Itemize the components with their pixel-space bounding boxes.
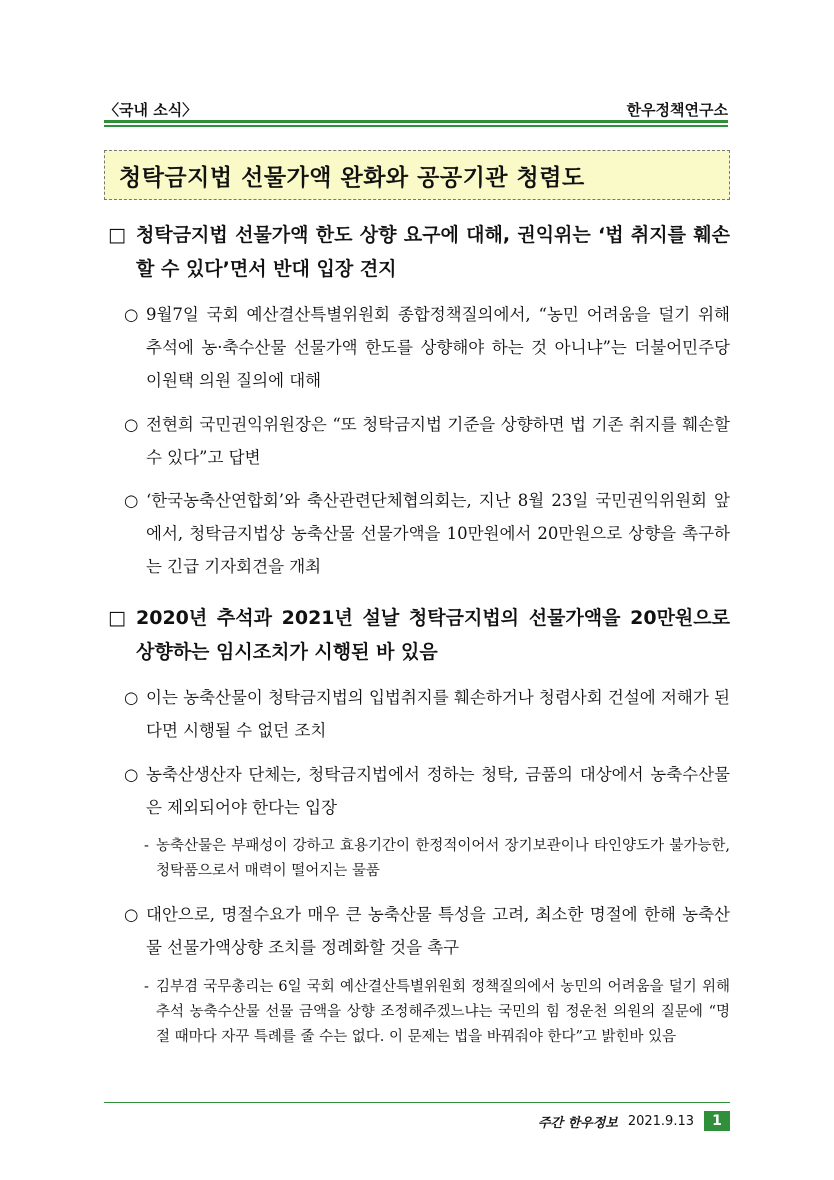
square-bullet-icon: □: [108, 607, 126, 629]
circle-bullet-icon: ○: [124, 415, 139, 434]
page-number: 1: [704, 1111, 730, 1131]
publication-name: 주간 한우정보: [537, 1115, 618, 1131]
footer: [538, 1110, 730, 1132]
header-organization: 한우정책연구소: [626, 101, 728, 119]
section-2-item-1: [124, 681, 730, 747]
detail-text: 농축산물은 부패성이 강하고 효용기간이 한정적이어서 장기보관이나 타인양도가 불가능한, 청탁품으로서 매력이 떨어지는 물품: [156, 838, 730, 879]
section-heading-2: [108, 601, 730, 669]
header-rule-thick: [104, 120, 728, 123]
section-2-item-2: [124, 758, 730, 824]
section-1-item-2: [124, 408, 730, 474]
dash-bullet-icon: -: [144, 838, 149, 854]
circle-bullet-icon: ○: [124, 688, 139, 707]
section-heading-text: 청탁금지법 선물가액 한도 상향 요구에 대해, 권익위는 ‘법 취지를 훼손할 수 있다’면서 반대 입장 견지: [136, 224, 730, 280]
detail-text: 김부겸 국무총리는 6일 국회 예산결산특별위원회 정책질의에서 농민의 어려움을 덜기 위해 추석 농축수산물 선물 금액을 상향 조정해주겠느냐는 국민의 힘 정운천 의원의 질문에 “명절 때마다 자꾸 특례를 줄 수는 없다. 이 문제는 법을 바꿔줘야 한다”고 밝힌바 있음: [156, 979, 730, 1045]
publication-date: 2021.9.13: [627, 1113, 694, 1129]
article-title: 청탁금지법 선물가액 완화와 공공기관 청렴도: [104, 150, 730, 200]
section-2-detail-2: [144, 975, 730, 1050]
item-text: ‘한국농축산연합회’와 축산관련단체협의회는, 지난 8월 23일 국민권익위원회 앞에서, 청탁금지법상 농축산물 선물가액을 10만원에서 20만원으로 상향을 촉구하는 긴급 기자회견을 개최: [146, 491, 730, 576]
circle-bullet-icon: ○: [124, 905, 139, 924]
item-text: 이는 농축산물이 청탁금지법의 입법취지를 훼손하거나 청렴사회 건설에 저해가 된다면 시행될 수 없던 조치: [146, 688, 730, 740]
dash-bullet-icon: -: [144, 979, 149, 995]
item-text: 농축산생산자 단체는, 청탁금지법에서 정하는 청탁, 금품의 대상에서 농축수산물은 제외되어야 한다는 입장: [146, 765, 730, 817]
section-2-item-3: [124, 898, 730, 964]
circle-bullet-icon: ○: [124, 305, 139, 324]
square-bullet-icon: □: [108, 224, 126, 246]
section-2-detail-1: [144, 834, 730, 884]
header-rule-thin: [104, 125, 728, 127]
section-1-item-1: [124, 298, 730, 397]
item-text: 전현희 국민권익위원장은 “또 청탁금지법 기준을 상향하면 법 기존 취지를 훼손할 수 있다”고 답변: [146, 415, 730, 467]
section-1-item-3: [124, 484, 730, 583]
item-text: 9월7일 국회 예산결산특별위원회 종합정책질의에서, “농민 어려움을 덜기 위해 추석에 농·축수산물 선물가액 한도를 상향해야 하는 것 아니냐”는 더불어민주당 이원택 의원 질의에 대해: [146, 305, 730, 390]
circle-bullet-icon: ○: [124, 765, 139, 784]
section-heading-1: [108, 218, 730, 286]
circle-bullet-icon: ○: [124, 491, 139, 510]
header-category: 〈국내 소식〉: [104, 101, 198, 119]
item-text: 대안으로, 명절수요가 매우 큰 농축산물 특성을 고려, 최소한 명절에 한해 농축산물 선물가액상향 조치를 정례화할 것을 촉구: [146, 905, 730, 957]
section-heading-text: 2020년 추석과 2021년 설날 청탁금지법의 선물가액을 20만원으로 상향하는 임시조치가 시행된 바 있음: [136, 607, 730, 663]
footer-rule: [104, 1102, 730, 1103]
